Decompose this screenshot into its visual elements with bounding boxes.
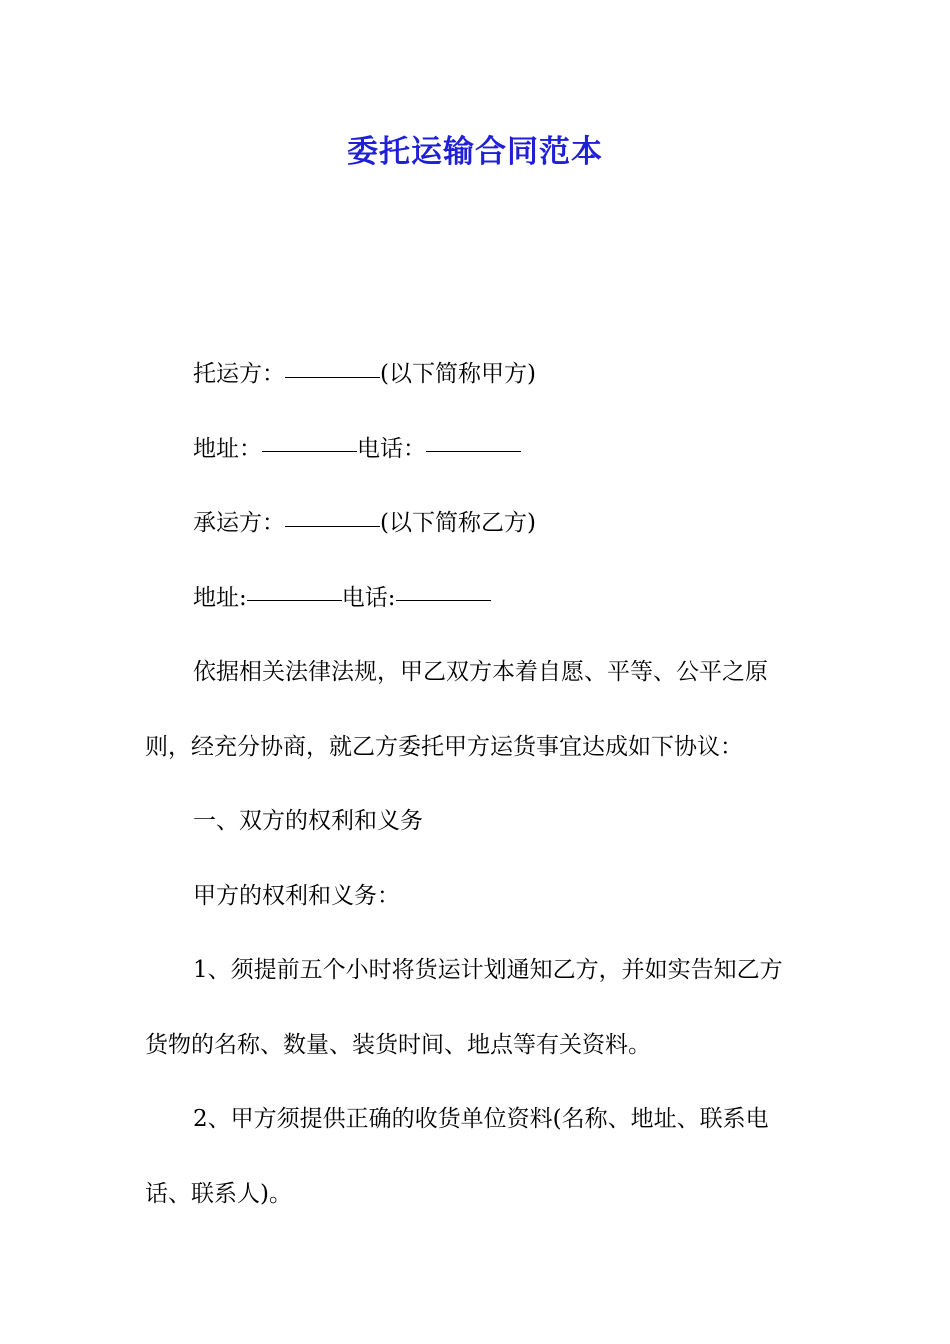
document-title: 委托运输合同范本 [347, 134, 603, 170]
carrier-address-blank [247, 599, 342, 601]
party-a-heading: 甲方的权利和义务： [193, 882, 400, 909]
shipper-label: 托运方： [193, 361, 285, 387]
shipper-phone-blank [426, 450, 521, 452]
shipper-address-blank [262, 450, 357, 452]
carrier-phone-label: 电话: [341, 584, 396, 611]
shipper-suffix: (以下简称甲方) [380, 361, 536, 387]
item-1-line-1: 1、须提前五个小时将货运计划通知乙方，并如实告知乙方 [193, 957, 783, 983]
intro-line-1: 依据相关法律法规，甲乙双方本着自愿、平等、公平之原 [193, 659, 768, 685]
item-1-line-2: 货物的名称、数量、装货时间、地点等有关资料。 [145, 1031, 651, 1058]
item-2-line-2: 话、联系人)。 [145, 1180, 292, 1207]
shipper-line [145, 337, 810, 412]
carrier-address-label: 地址: [193, 584, 247, 611]
shipper-name-blank [285, 376, 380, 378]
carrier-line [145, 486, 810, 561]
item-2-line-1: 2、甲方须提供正确的收货单位资料(名称、地址、联系电 [193, 1106, 769, 1132]
carrier-phone-blank [396, 599, 491, 601]
shipper-address-label: 地址： [193, 435, 262, 462]
carrier-label: 承运方： [193, 510, 285, 536]
document-body [145, 337, 810, 1231]
carrier-contact-line [145, 561, 810, 636]
carrier-name-blank [285, 525, 380, 527]
intro-line-2: 则，经充分协商，就乙方委托甲方运货事宜达成如下协议： [145, 733, 743, 760]
shipper-phone-label: 电话： [357, 435, 426, 462]
section-1-heading: 一、双方的权利和义务 [193, 808, 423, 834]
shipper-contact-line [145, 412, 810, 487]
carrier-suffix: (以下简称乙方) [380, 510, 536, 536]
